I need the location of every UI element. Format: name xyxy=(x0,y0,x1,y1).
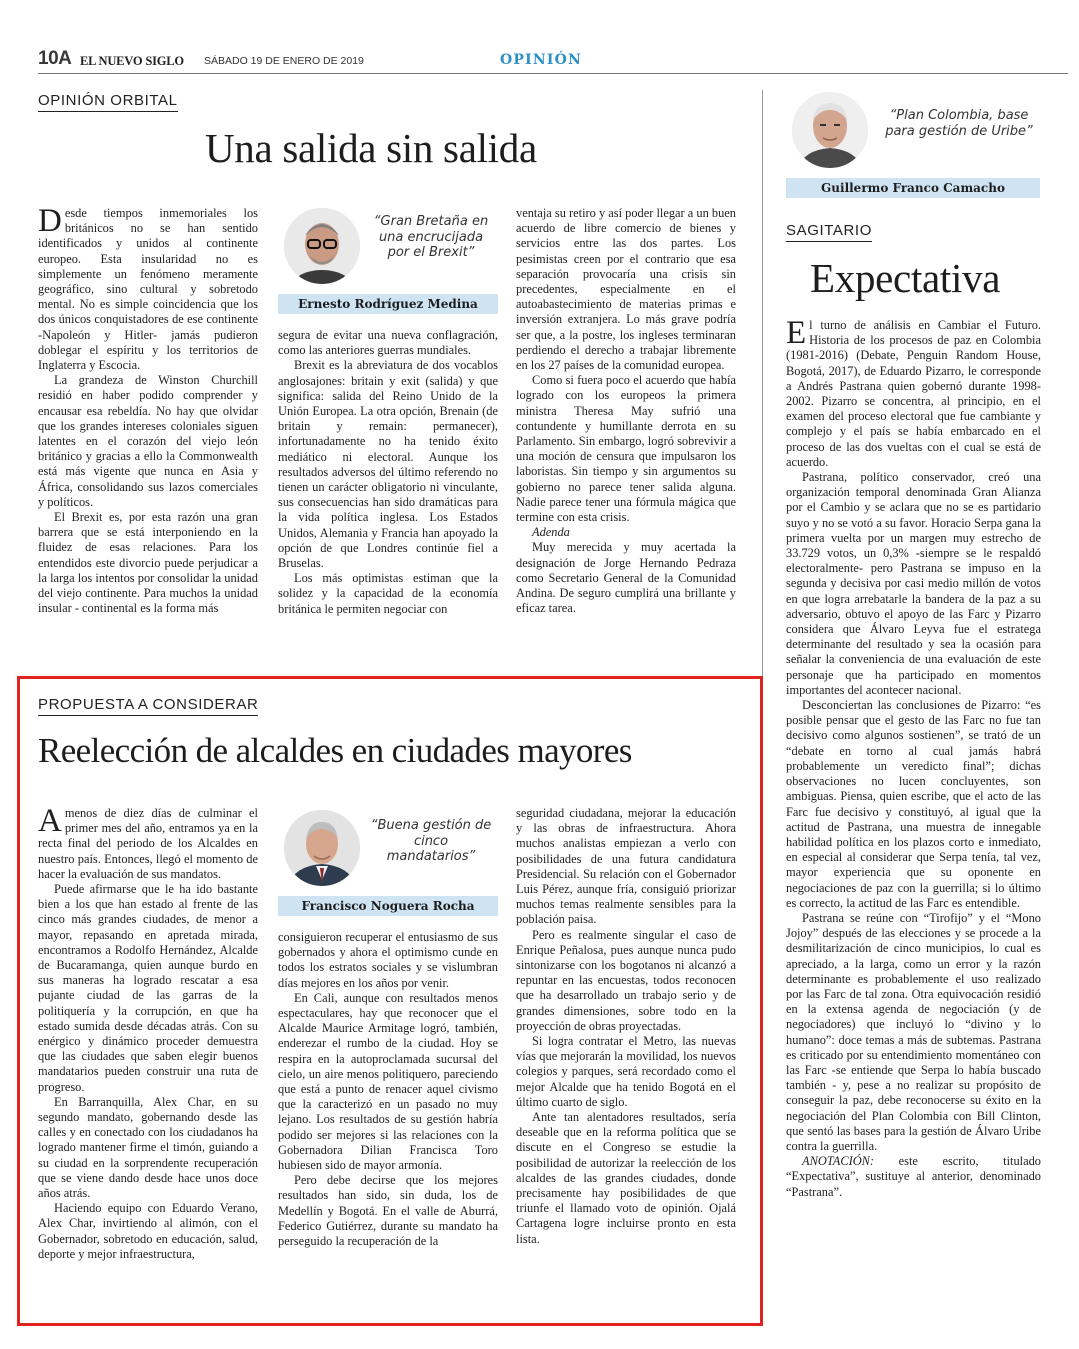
article1-addendum-label: Adenda xyxy=(532,525,570,540)
article3-dropcap: E xyxy=(786,318,807,351)
article2-author-box xyxy=(278,806,498,916)
section-name: OPINIÓN xyxy=(500,52,583,68)
article1-paragraph: ventaja su retiro y así poder llegar a un buen acuerdo de libre comercio de bienes y servicios entre las dos partes. Los pesimistas creen por el contrario que esa separación provocaría una crisis sin precedentes, especialmente en el autoabastecimiento de materias primas e inversión extranjera. Lo más grave podría ser que, a la postre, los ingleses terminaran perdiendo el derecho a trabajar libremente en los 27 países de la comunidad europea. xyxy=(516,206,736,373)
article1-paragraph: El Brexit es, por esta razón una gran barrera que se está interponiendo en la fluidez de esas relaciones. Para los entendidos este divorcio puede perjudicar a la larga los intentos por consolidar la unidad del viejo continente. Para muchos la unidad insular - continental es la forma más xyxy=(38,510,258,616)
article2-paragraph: Haciendo equipo con Eduardo Verano, Alex Char, invirtiendo al alimón, con el Gobernador, sobretodo en educación, salud, deporte y mejor infraestructura, xyxy=(38,1201,258,1261)
article3-paragraph: Desconciertan las conclusiones de Pizarro: “es posible pensar que el gesto de las Farc no fue tan decisivo como algunos sostienen”, se trató de un “debate en torno al cual jamás habrá probablemente un veredicto final”; dichas observaciones no lucen concluyentes, son ambiguas. Piensa, quien escribe, que el acto de las Farc fue decisivo y constituyó, al igual que la actitud de Pastrana, una muestra de innegable habilidad política en los plazos corto e inmediato, en especial al considerar que Serpa tenía, tal vez, mayor experiencia que su oponente en negociaciones de paz con la guerrilla; si lo último es correcto, la actitud de las Farc es entendible. xyxy=(786,698,1041,910)
issue-date: SÁBADO 19 DE ENERO DE 2019 xyxy=(204,55,364,67)
article1-column-1 xyxy=(38,206,258,648)
header-rule xyxy=(38,73,1068,74)
article1-author-box xyxy=(278,204,498,314)
article1-paragraph: esde tiempos inmemoriales los británicos no se han sentido identificados y unidos al continente europeo. Esta insularidad no es simplemente un fenómeno meramente geográfico, sino cultural y sobretodo mental. No es simple coincidencia que los dos únicos conquistadores de ese continente -Napoleón y Hitler- jamás pudieron doblegar el espíritu y los territorios de Inglaterra y Escocia. xyxy=(38,206,258,373)
article2-paragraph: Pero debe decirse que los mejores resultados han sido, sin duda, los de Medellín y Bogotá. En el valle de Aburrá, Federico Gutiérrez, durante su mandato ha perseguido la recuperación de la xyxy=(278,1173,498,1249)
article2-column-1 xyxy=(38,806,258,1294)
article3-annotation-label: ANOTACIÓN: xyxy=(802,1154,875,1169)
article2-quote: “Buena gestión de cinco mandatarios” xyxy=(370,818,492,864)
author-photo-rodriguez xyxy=(284,208,360,284)
article2-paragraph: Ante tan alentadores resultados, sería deseable que en la reforma política que se discute en el Congreso se estudie la posibilidad de autorizar la reelección de los alcaldes de las grandes ciudades, donde precisamente hay posibilidades de que triunfe el llamado voto de opinión. Ojalá Cartagena logre incluirse pronto en esta lista. xyxy=(516,1110,736,1246)
article2-paragraph: En Barranquilla, Alex Char, en su segundo mandato, gobernando desde las calles y en conectado con los ciudadanos ha logrado mantener firme el timón, guiando a su ciudad en la sorprendente recuperación que se viene dando desde hace unos doce años atrás. xyxy=(38,1094,258,1201)
article1-paragraph: Como si fuera poco el acuerdo que había logrado con los europeos la primera ministra Theresa May sufrió una contundente y humillante derrota en su Parlamento. Sin embargo, logró sobrevivir a una moción de censura que impulsaron los laboristas. Sin tiempo y sin argumentos su gobierno no parece tener salida alguna. Nadie parece tener una fórmula mágica que termine con esta crisis. xyxy=(516,373,736,525)
article2-paragraph: menos de diez días de culminar el primer mes del año, entramos ya en la recta final del periodo de los Alcaldes en nuestro país. Entonces, llegó el momento de hacer la evaluación de sus mandatos. xyxy=(38,806,258,881)
article2-author-name: Francisco Noguera Rocha xyxy=(278,896,498,916)
article1-column-2 xyxy=(278,328,498,648)
article1-dropcap: D xyxy=(38,206,62,239)
article3-headline: Expectativa xyxy=(810,255,1001,301)
article2-paragraph: Puede afirmarse que le ha ido bastante bien a los que han estado al frente de las cinco más grandes ciudades, de menor a mayor, repasando en apretada mirada, encontramos a Rodolfo Hernández, Alcalde de Bucaramanga, quien aunque burdo en sus maneras ha logrado rescatar a esa pujante ciudad de las garras de la politiquería y la corrupción, en que ha estado sumida desde décadas atrás. Con su enérgico y dinámico proceder demuestra que las ciudades que saben elegir buenos mandatarios pueden construir una ruta de progreso. xyxy=(38,882,258,1094)
article3-annotation: este escrito, titulado “Expectativa”, sustituye al anterior, denominado “Pastrana”. xyxy=(786,1154,1041,1199)
author-photo-noguera xyxy=(284,810,360,886)
article1-headline: Una salida sin salida xyxy=(205,125,537,171)
article1-kicker: OPINIÓN ORBITAL xyxy=(38,92,178,112)
article1-paragraph: segura de evitar una nueva conflagración, como las anteriores guerras mundiales. xyxy=(278,328,498,358)
article1-paragraph: Brexit es la abreviatura de dos vocablos anglosajones: britain y exit (salida) y que significa: salida del Reino Unido de la Unión Europea. La otra opción, Brenain (de britain y remain: permanecer), infortunadamente no ha tenido éxito mediático ni electoral. Aunque los resultados adversos del último referendo no tienen un carácter obligatorio ni vinculante, sus consecuencias han sido dramáticas para la vida política inglesa. Los Estados Unidos, Alemania y Francia han apoyado la opción de que Londres continúe fiel a Bruselas. xyxy=(278,358,498,571)
article2-column-2 xyxy=(278,930,498,1294)
article3-paragraph: Pastrana, político conservador, creó una organización temporal denominada Gran Alianza por el Cambio y se aclara que no se es partidario suyo y no se votó a su favor. Horacio Serpa gana la primera vuelta por un margen muy estrecho de 33.729 votos, un 0,3% -siempre se le respaldó electoralmente- pero Pastrana se impuso en la segunda y decisiva por casi medio millón de votos en que logra arrebatarle la bandera de la paz a su adversario, obtuvo el apoyo de las Farc y Pizarro considera que Álvaro Leyva fue el estratega determinante del resultado y sea la ocasión para señalar la conveniencia de una evaluación de este personaje que ha participado en momentos importantes del acontecer nacional. xyxy=(786,470,1041,697)
article2-paragraph: seguridad ciudadana, mejorar la educación y las obras de infraestructura. Ahora muchos analistas empiezan a verlo con posibilidades de una futura candidatura Presidencial. Su relación con el Gobernador Luis Pérez, aunque fría, consiguió priorizar muchos temas realmente sensibles para la población paisa. xyxy=(516,806,736,927)
article1-quote: “Gran Bretaña en una encrucijada por el Brexit” xyxy=(373,214,489,260)
article1-paragraph: Los más optimistas estiman que la solidez y la capacidad de la economía británica le permiten negociar con xyxy=(278,571,498,616)
newspaper-name: EL NUEVO SIGLO xyxy=(80,54,184,68)
column-divider xyxy=(762,90,763,680)
article2-dropcap: A xyxy=(38,806,62,839)
article1-column-3 xyxy=(516,206,736,648)
article3-quote: “Plan Colombia, base para gestión de Uribe” xyxy=(885,108,1033,139)
article1-author-name: Ernesto Rodríguez Medina xyxy=(278,294,498,314)
article2-paragraph: Si logra contratar el Metro, las nuevas vías que mejorarán la movilidad, los nuevos colegios y parques, será recordado como el mejor Alcalde que ha tenido Bogotá en el último cuarto de siglo. xyxy=(516,1034,736,1109)
article1-addendum: Muy merecida y muy acertada la designación de Jorge Hernando Pedraza como Secretario General de la Comunidad Andina. De seguro cumplirá una brillante y eficaz tarea. xyxy=(516,540,736,616)
article2-column-3 xyxy=(516,806,736,1294)
author-photo-franco xyxy=(792,92,868,168)
article3-author-box xyxy=(786,88,1040,198)
article3-body xyxy=(786,318,1041,1298)
article2-paragraph: consiguieron recuperar el entusiasmo de sus gobernados y ahora el optimismo cunde en todos los estratos sociales y se vislumbran días mejores en los años por venir. xyxy=(278,930,498,990)
article1-paragraph: La grandeza de Winston Churchill residió en haber podido comprender y encausar esa rebeldía. No hay que olvidar que los grandes intereses coloniales siguen latentes en el corazón del viejo león británico y gracias a ello la Commonwealth está más vigente que nunca en Asia y África, consolidando sus lazos comerciales y políticos. xyxy=(38,373,258,509)
article3-paragraph: l turno de análisis en Cambiar el Futuro. Historia de los procesos de paz en Colombia (1981-2016) (Debate, Penguin Random House, Bogotá, 2017), de Eduardo Pizarro, le corresponde a Andrés Pastrana quien gobernó durante 1998-2002. Pizarro se concentra, al principio, en el examen del proceso electoral que fue cambiante y complejo y el país se había embarcado en el proceso de las dos vueltas con el cual se está de acuerdo. xyxy=(786,318,1041,469)
page-number: 10A xyxy=(38,48,72,69)
article2-kicker: PROPUESTA A CONSIDERAR xyxy=(38,696,258,716)
article2-paragraph: En Cali, aunque con resultados menos espectaculares, hay que reconocer que el Alcalde Maurice Armitage logró, también, enderezar el rumbo de la ciudad. Hoy se respira en la autoproclamada sucursal del cielo, un aire menos politiquero, pareciendo que está a punto de renacer aquel civismo que la caracterizó en un pasado no muy lejano. Los resultados de su gestión habría podido ser mejores si las relaciones con la Gobernadora Dilian Francisca Toro hubiesen sido de mayor armonía. xyxy=(278,990,498,1173)
article3-kicker: SAGITARIO xyxy=(786,222,872,242)
article3-paragraph: Pastrana se reúne con “Tirofijo” y el “Mono Jojoy” después de las elecciones y se procede a la desmilitarización de cinco municipios, lo cual es apreciado, a la larga, como un error y la razón determinante es probablemente el uso realizado por las Farc de tal zona. Otra equivocación residió en la extensa agenda de negociación (y de negociadores) que incluyó lo “divino y lo humano”: doce temas a más de subtemas. Pastrana es criticado por su entendimiento momentáneo con las Farc -se entiende que Serpa lo había buscado también - y, pese a no realizar su propósito de conseguir la paz, debe reconocerse su éxito en la negociación del Plan Colombia con Bill Clinton, que sentó las bases para la gestión de Álvaro Uribe contra la guerrilla. xyxy=(786,910,1041,1153)
article2-paragraph: Pero es realmente singular el caso de Enrique Peñalosa, pues aunque nunca pudo sintonizarse con los bogotanos ni alcanzó a repuntar en las encuestas, todos reconocen que ha desarrollado un trabajo serio y de grandes dimensiones, sobre todo en la proyección de obras proyectadas. xyxy=(516,927,736,1033)
article2-headline: Reelección de alcaldes en ciudades mayores xyxy=(38,731,632,770)
article3-author-name: Guillermo Franco Camacho xyxy=(786,178,1040,198)
page-header xyxy=(38,48,1068,74)
